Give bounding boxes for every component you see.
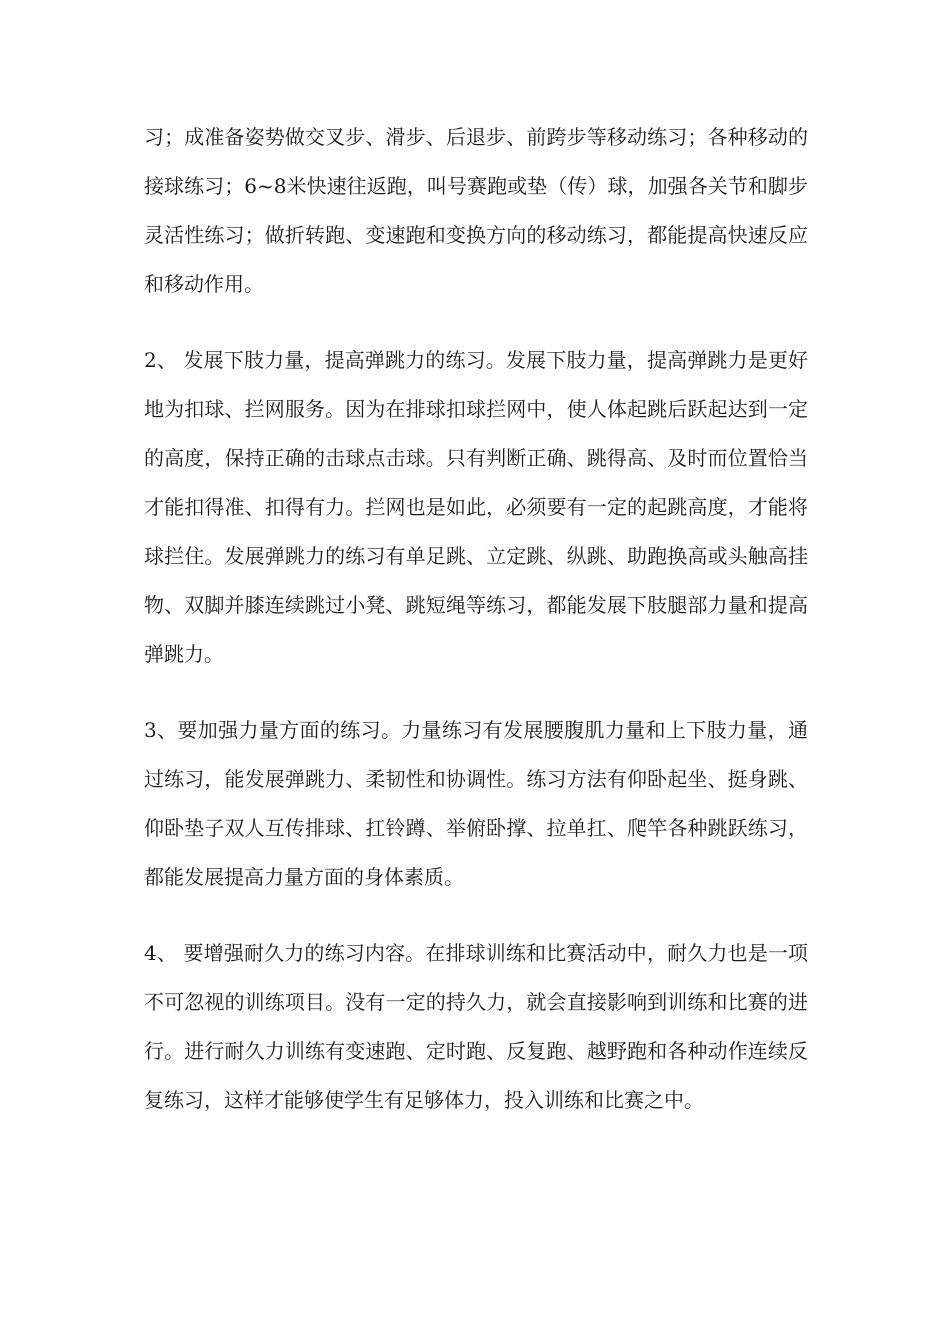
paragraph-continuation: 习；成准备姿势做交叉步、滑步、后退步、前跨步等移动练习；各种移动的接球练习；6~8米快速往返跑，叫号赛跑或垫（传）球，加强各关节和脚步灵活性练习；做折转跑、变速跑和变换方向的移动练习，都能提高快速反应和移动作用。 xyxy=(144,125,808,296)
paragraph-lower-limb-strength: 2、 发展下肢力量，提高弹跳力的练习。发展下肢力量，提高弹跳力是更好地为扣球、拦网服务。因为在排球扣球拦网中，使人体起跳后跃起达到一定的高度，保持正确的击球点击球。只有判断正确、跳得高、及时而位置恰当才能扣得准、扣得有力。拦网也是如此，必须要有一定的起跳高度，才能将球拦住。发展弹跳力的练习有单足跳、立定跳、纵跳、助跑换高或头触高挂物、双脚并膝连续跳过小凳、跳短绳等练习，都能发展下肢腿部力量和提高弹跳力。 xyxy=(144,348,808,666)
paragraph-strength-training: 3、要加强力量方面的练习。力量练习有发展腰腹肌力量和上下肢力量，通过练习，能发展弹跳力、柔韧性和协调性。练习方法有仰卧起坐、挺身跳、仰卧垫子双人互传排球、扛铃蹲、举俯卧撑、拉单扛、爬竿各种跳跃练习，都能发展提高力量方面的身体素质。 xyxy=(144,718,808,889)
paragraph-endurance-training: 4、 要增强耐久力的练习内容。在排球训练和比赛活动中，耐久力也是一项不可忽视的训练项目。没有一定的持久力，就会直接影响到训练和比赛的进行。进行耐久力训练有变速跑、定时跑、反复跑、越野跑和各种动作连续反复练习，这样才能够使学生有足够体力，投入训练和比赛之中。 xyxy=(144,941,808,1112)
document-body xyxy=(144,113,808,1152)
